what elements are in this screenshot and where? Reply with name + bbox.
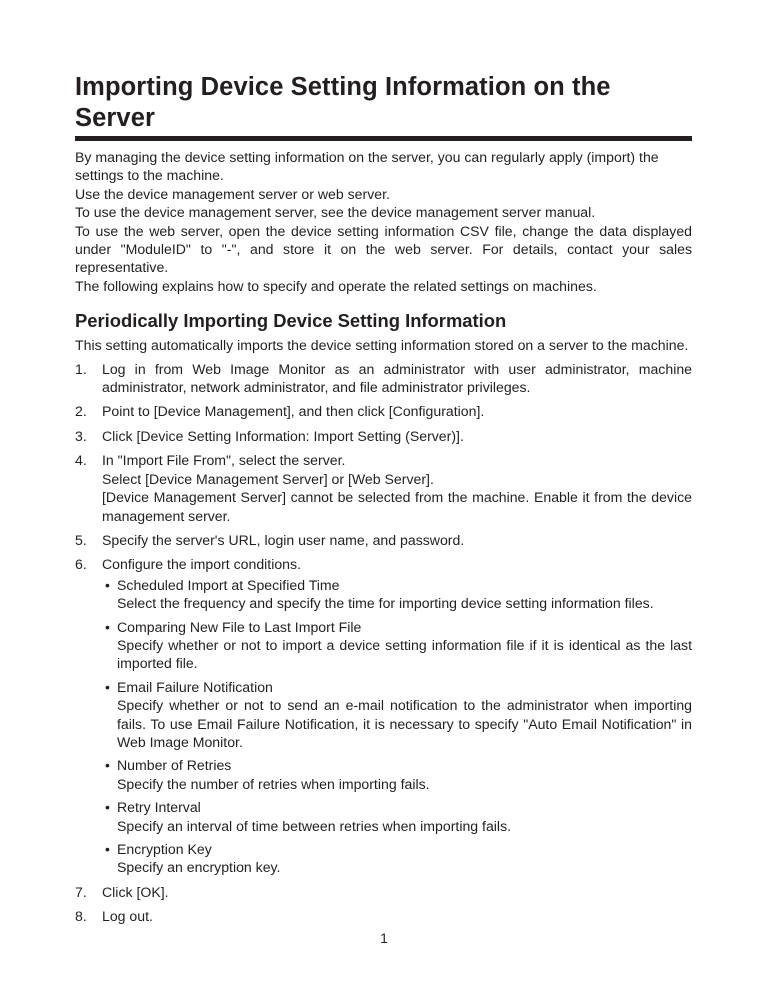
condition-item — [102, 798, 692, 835]
condition-description: Specify an interval of time between retries when importing fails. — [117, 817, 512, 834]
title-divider — [75, 136, 692, 141]
import-conditions-list — [102, 576, 692, 877]
condition-name: Encryption Key — [117, 841, 212, 857]
section-description: This setting automatically imports the device setting information stored on a server to the machine. — [75, 337, 689, 354]
step-item — [75, 451, 692, 525]
condition-name: Scheduled Import at Specified Time — [117, 576, 340, 593]
step-text: Configure the import conditions. — [102, 556, 301, 573]
bullet-icon: • — [105, 618, 110, 635]
bullet-icon: • — [105, 841, 110, 857]
intro-paragraph: To use the web server, open the device setting information CSV file, change the data displayed under "ModuleID" to "-", and store it on the web server. For details, contact your sales representative. — [75, 222, 692, 276]
condition-item — [102, 618, 692, 673]
step-text: Select [Device Management Server] or [Web Server]. — [102, 470, 434, 487]
page-number: 1 — [380, 930, 388, 946]
condition-name: Email Failure Notification — [117, 678, 273, 695]
step-item — [75, 907, 692, 925]
condition-item — [102, 678, 692, 752]
step-number: 1. — [75, 360, 87, 377]
step-number: 2. — [75, 403, 87, 420]
document-page — [75, 72, 692, 932]
section-heading: Periodically Importing Device Setting Information — [75, 310, 507, 332]
step-item — [75, 555, 692, 877]
step-text: Click [Device Setting Information: Import Setting (Server)]. — [102, 427, 464, 444]
step-text: Specify the server's URL, login user name, and password. — [102, 531, 465, 548]
condition-description: Specify an encryption key. — [117, 859, 281, 876]
step-text: Point to [Device Management], and then click [Configuration]. — [102, 403, 485, 420]
step-number: 5. — [75, 531, 87, 548]
intro-paragraph: To use the device management server, see the device management server manual. — [75, 204, 596, 221]
condition-item — [102, 756, 692, 793]
intro-paragraph: The following explains how to specify and operate the related settings on machines. — [75, 277, 597, 294]
intro-block — [75, 148, 692, 295]
step-number: 3. — [75, 427, 87, 444]
bullet-icon: • — [105, 757, 110, 774]
step-text: Click [OK]. — [102, 883, 169, 900]
condition-item — [102, 840, 692, 877]
condition-description: Specify whether or not to send an e-mail notification to the administrator when importing fails. To use Email Failure Notification, it is necessary to specify "Auto Email Notification" in Web Image Monitor. — [117, 697, 692, 750]
step-item — [75, 427, 692, 445]
step-text: In "Import File From", select the server. — [102, 452, 346, 469]
bullet-icon: • — [105, 678, 110, 695]
condition-name: Number of Retries — [117, 757, 232, 774]
intro-paragraph: Use the device management server or web server. — [75, 185, 390, 202]
step-number: 4. — [75, 452, 87, 469]
step-text: [Device Management Server] cannot be selected from the machine. Enable it from the device management server. — [102, 489, 692, 524]
condition-description: Specify whether or not to import a device setting information file if it is identical as the last imported file. — [117, 636, 692, 672]
condition-item — [102, 576, 692, 613]
steps-list — [75, 360, 692, 926]
step-text: Log in from Web Image Monitor as an administrator with user administrator, machine administrator, network administrator, and file administrator privileges. — [102, 360, 692, 396]
bullet-icon: • — [105, 576, 110, 593]
step-item — [75, 531, 692, 549]
step-text: Log out. — [102, 908, 153, 925]
condition-name: Comparing New File to Last Import File — [117, 618, 362, 635]
step-item — [75, 402, 692, 420]
step-item — [75, 883, 692, 901]
condition-description: Specify the number of retries when importing fails. — [117, 775, 430, 792]
intro-paragraph: By managing the device setting information on the server, you can regularly apply (import) the settings to the machine. — [75, 149, 659, 184]
condition-name: Retry Interval — [117, 799, 201, 816]
step-number: 6. — [75, 556, 87, 573]
step-number: 8. — [75, 908, 87, 925]
step-item — [75, 360, 692, 397]
condition-description: Select the frequency and specify the time for importing device setting information files. — [117, 595, 654, 612]
bullet-icon: • — [105, 799, 110, 816]
step-number: 7. — [75, 883, 87, 900]
page-title: Importing Device Setting Information on the Server — [75, 73, 611, 132]
